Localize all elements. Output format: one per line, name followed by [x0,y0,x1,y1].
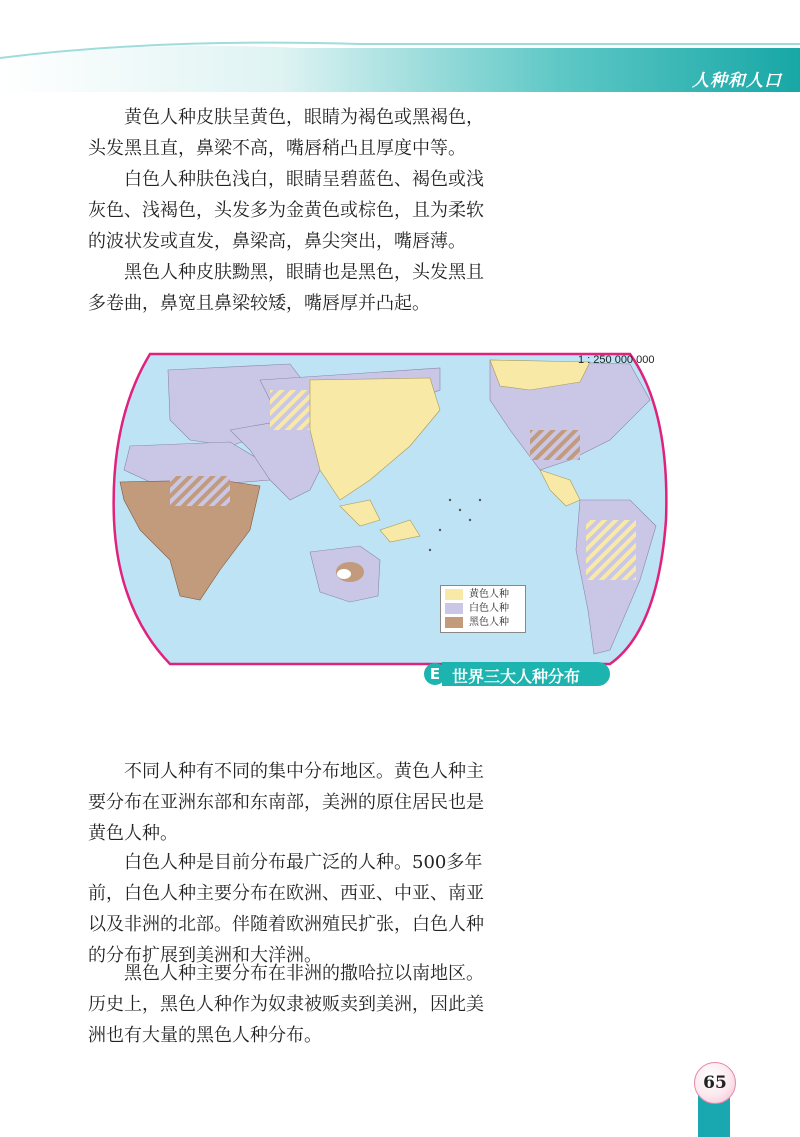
legend-swatch [445,589,463,600]
paragraph: 黑色人种主要分布在非洲的撒哈拉以南地区。历史上，黑色人种作为奴隶被贩卖到美洲，因此美洲也有大量的黑色人种分布。 [88,963,484,1046]
legend-label: 黑色人种 [469,617,509,628]
running-title: 人种和人口 [692,71,782,91]
map-legend [440,585,526,633]
page-number: 65 [694,1062,736,1104]
legend-swatch [445,617,463,628]
legend-item-black [445,616,525,629]
paragraph: 白色人种是目前分布最广泛的人种。500多年前，白色人种主要分布在欧洲、西亚、中亚、南亚以及非洲的北部。伴随着欧洲殖民扩张，白色人种的分布扩展到美洲和大洋洲。 [88,852,484,966]
legend-swatch [445,603,463,614]
page-number-marker [694,1062,734,1137]
map-caption [420,661,610,687]
legend-item-yellow [445,588,525,601]
paragraph: 黄色人种皮肤呈黄色，眼睛为褐色或黑褐色，头发黑且直，鼻梁不高，嘴唇稍凸且厚度中等。 [88,107,484,159]
legend-label: 黄色人种 [469,589,509,600]
world-race-map [110,350,670,690]
map-scale: 1 : 250 000 000 [578,354,655,366]
paragraph: 白色人种肤色浅白，眼睛呈碧蓝色、褐色或浅灰色、浅褐色，头发多为金黄色或棕色，且为柔软的波状发或直发，鼻梁高，鼻尖突出，嘴唇薄。 [88,169,484,252]
caption-badge: E [424,663,446,685]
paragraph: 黑色人种皮肤黝黑，眼睛也是黑色，头发黑且多卷曲，鼻宽且鼻梁较矮，嘴唇厚并凸起。 [88,262,484,314]
header-band [0,0,800,95]
paragraph: 不同人种有不同的集中分布地区。黄色人种主要分布在亚洲东部和东南部，美洲的原住居民也是黄色人种。 [88,761,484,844]
caption-text: 世界三大人种分布 [452,667,581,686]
legend-item-white [445,602,525,615]
legend-label: 白色人种 [469,603,509,614]
